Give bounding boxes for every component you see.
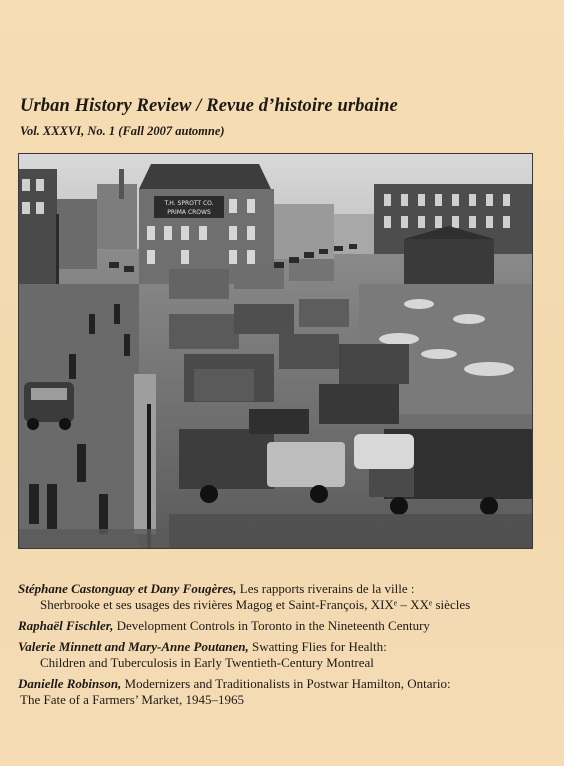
issue-info: Vol. XXXVI, No. 1 (Fall 2007 automne) [20, 124, 225, 138]
journal-title: Urban History Review / Revue d’histoire urbaine [20, 96, 398, 116]
article-title-continued: The Fate of a Farmers’ Market, 1945–1965 [20, 692, 244, 707]
article-author: Stéphane Castonguay et Dany Fougères, [18, 581, 237, 596]
article-title: Swatting Flies for Health: [252, 639, 387, 654]
contents-entry [18, 581, 558, 613]
central-building-roof [139, 164, 271, 189]
article-title: Les rapports riverains de la ville : [239, 581, 415, 596]
cover-photograph [18, 153, 533, 549]
sign-text-mid: PRIMA CROWS [167, 209, 211, 216]
table-of-contents [18, 581, 558, 713]
article-title: Modernizers and Traditionalists in Postwar Hamilton, Ontario: [124, 676, 451, 691]
sign-text-top: T.H. SPROTT CO. [164, 200, 214, 207]
article-title-continued: Children and Tuberculosis in Early Twentieth-Century Montreal [40, 655, 374, 670]
article-author: Valerie Minnett and Mary-Anne Poutanen, [18, 639, 249, 654]
article-author: Danielle Robinson, [18, 676, 122, 691]
article-author: Raphaël Fischler, [18, 618, 114, 633]
contents-entry [18, 676, 558, 708]
article-title-continued: Sherbrooke et ses usages des rivières Magog et Saint-François, XIXᵉ – XXᵉ siècles [40, 597, 471, 612]
contents-entry [18, 639, 558, 671]
article-title: Development Controls in Toronto in the Nineteenth Century [116, 618, 430, 633]
contents-entry [18, 618, 558, 634]
